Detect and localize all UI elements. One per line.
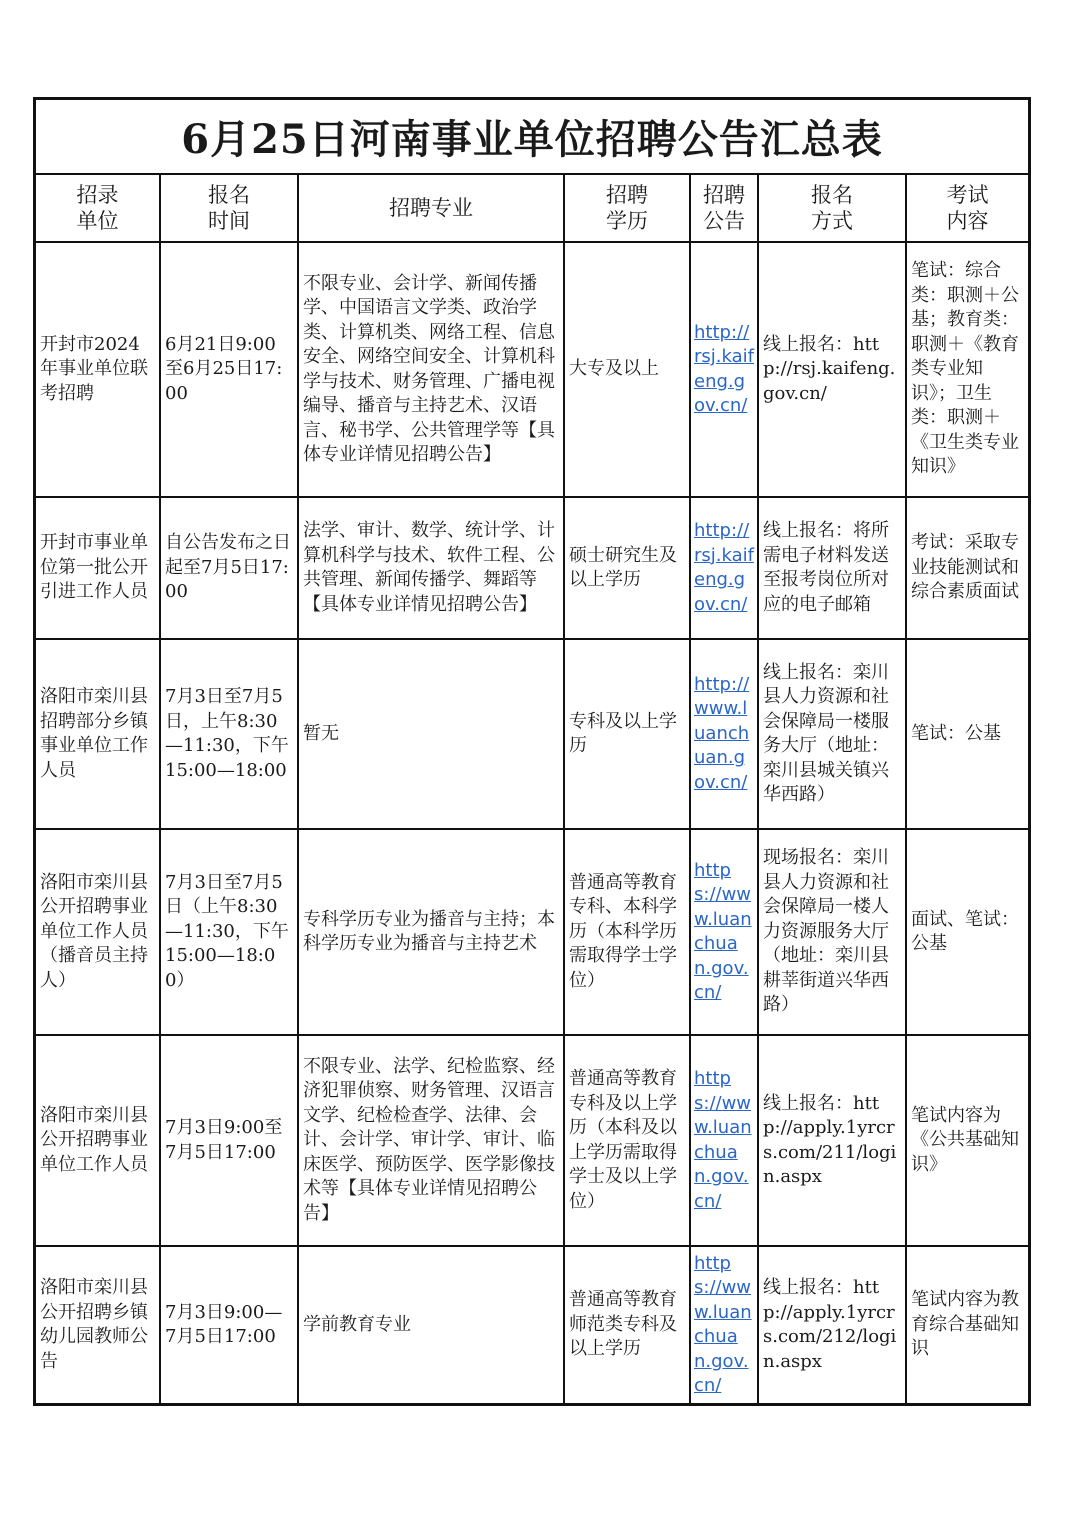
cell-method: 线上报名：http://apply.1yrcrs.com/211/login.aspx — [758, 1035, 906, 1246]
header-time: 报名 时间 — [160, 175, 298, 242]
cell-time: 7月3日至7月5日（上午8:30—11:30，下午15:00—18:00） — [160, 829, 298, 1035]
cell-major: 暂无 — [298, 639, 564, 829]
header-exam: 考试 内容 — [906, 175, 1028, 242]
cell-education: 硕士研究生及以上学历 — [564, 497, 690, 639]
cell-unit: 开封市事业单位第一批公开引进工作人员 — [36, 497, 160, 639]
notice-link[interactable]: https://www.luanchuan.gov.cn/ — [694, 859, 752, 1003]
header-notice: 招聘 公告 — [690, 175, 758, 242]
cell-notice — [690, 497, 758, 639]
header-education: 招聘 学历 — [564, 175, 690, 242]
cell-education: 普通高等教育专科及以上学历（本科及以上学历需取得学士及以上学位） — [564, 1035, 690, 1246]
cell-education: 大专及以上 — [564, 242, 690, 497]
page-title: 6月25日河南事业单位招聘公告汇总表 — [36, 100, 1028, 175]
recruitment-table — [36, 175, 1028, 1403]
header-method: 报名 方式 — [758, 175, 906, 242]
summary-table-sheet — [33, 97, 1031, 1406]
cell-time: 自公告发布之日起至7月5日17:00 — [160, 497, 298, 639]
cell-method: 现场报名：栾川县人力资源和社会保障局一楼人力资源服务大厅（地址：栾川县耕莘街道兴华西路） — [758, 829, 906, 1035]
cell-unit: 洛阳市栾川县公开招聘事业单位工作人员（播音员主持人） — [36, 829, 160, 1035]
cell-notice — [690, 1246, 758, 1403]
cell-notice — [690, 1035, 758, 1246]
table-row — [36, 497, 1028, 639]
cell-exam: 笔试内容为《公共基础知识》 — [906, 1035, 1028, 1246]
table-row — [36, 1035, 1028, 1246]
cell-education: 普通高等教育师范类专科及以上学历 — [564, 1246, 690, 1403]
cell-major: 专科学历专业为播音与主持；本科学历专业为播音与主持艺术 — [298, 829, 564, 1035]
cell-major: 不限专业、会计学、新闻传播学、中国语言文学类、政治学类、计算机类、网络工程、信息安全、网络空间安全、计算机科学与技术、财务管理、广播电视编导、播音与主持艺术、汉语言、秘书学、公共管理学等【具体专业详情见招聘公告】 — [298, 242, 564, 497]
cell-unit: 洛阳市栾川县公开招聘事业单位工作人员 — [36, 1035, 160, 1246]
table-row — [36, 242, 1028, 497]
cell-unit: 开封市2024年事业单位联考招聘 — [36, 242, 160, 497]
notice-link[interactable]: https://www.luanchuan.gov.cn/ — [694, 1252, 752, 1396]
cell-major: 法学、审计、数学、统计学、计算机科学与技术、软件工程、公共管理、新闻传播学、舞蹈等【具体专业详情见招聘公告】 — [298, 497, 564, 639]
cell-time: 7月3日9:00至7月5日17:00 — [160, 1035, 298, 1246]
cell-notice — [690, 639, 758, 829]
cell-exam: 笔试：公基 — [906, 639, 1028, 829]
cell-major: 不限专业、法学、纪检监察、经济犯罪侦察、财务管理、汉语言文学、纪检检查学、法律、会计、会计学、审计学、审计、临床医学、预防医学、医学影像技术等【具体专业详情见招聘公告】 — [298, 1035, 564, 1246]
table-row — [36, 829, 1028, 1035]
table-header-row — [36, 175, 1028, 242]
cell-method: 线上报名：http://rsj.kaifeng.gov.cn/ — [758, 242, 906, 497]
cell-education: 普通高等教育专科、本科学历（本科学历需取得学士学位） — [564, 829, 690, 1035]
cell-unit: 洛阳市栾川县招聘部分乡镇事业单位工作人员 — [36, 639, 160, 829]
cell-exam: 面试、笔试：公基 — [906, 829, 1028, 1035]
cell-education: 专科及以上学历 — [564, 639, 690, 829]
cell-method: 线上报名：栾川县人力资源和社会保障局一楼服务大厅（地址：栾川县城关镇兴华西路） — [758, 639, 906, 829]
cell-unit: 洛阳市栾川县公开招聘乡镇幼儿园教师公告 — [36, 1246, 160, 1403]
header-major: 招聘专业 — [298, 175, 564, 242]
notice-link[interactable]: http://www.luanchuan.gov.cn/ — [694, 673, 750, 793]
cell-exam: 考试：采取专业技能测试和综合素质面试 — [906, 497, 1028, 639]
cell-time: 7月3日9:00—7月5日17:00 — [160, 1246, 298, 1403]
cell-major: 学前教育专业 — [298, 1246, 564, 1403]
cell-method: 线上报名：将所需电子材料发送至报考岗位所对应的电子邮箱 — [758, 497, 906, 639]
cell-exam: 笔试：综合类：职测＋公基；教育类：职测＋《教育类专业知识》；卫生类：职测＋《卫生类专业知识》 — [906, 242, 1028, 497]
notice-link[interactable]: http://rsj.kaifeng.gov.cn/ — [694, 520, 754, 615]
cell-exam: 笔试内容为教育综合基础知识 — [906, 1246, 1028, 1403]
cell-method: 线上报名：http://apply.1yrcrs.com/212/login.aspx — [758, 1246, 906, 1403]
cell-notice — [690, 242, 758, 497]
table-row — [36, 1246, 1028, 1403]
cell-time: 7月3日至7月5日，上午8:30—11:30，下午15:00—18:00 — [160, 639, 298, 829]
notice-link[interactable]: http://rsj.kaifeng.gov.cn/ — [694, 321, 754, 416]
cell-notice — [690, 829, 758, 1035]
table-row — [36, 639, 1028, 829]
notice-link[interactable]: https://www.luanchuan.gov.cn/ — [694, 1068, 752, 1212]
cell-time: 6月21日9:00至6月25日17:00 — [160, 242, 298, 497]
header-unit: 招录 单位 — [36, 175, 160, 242]
